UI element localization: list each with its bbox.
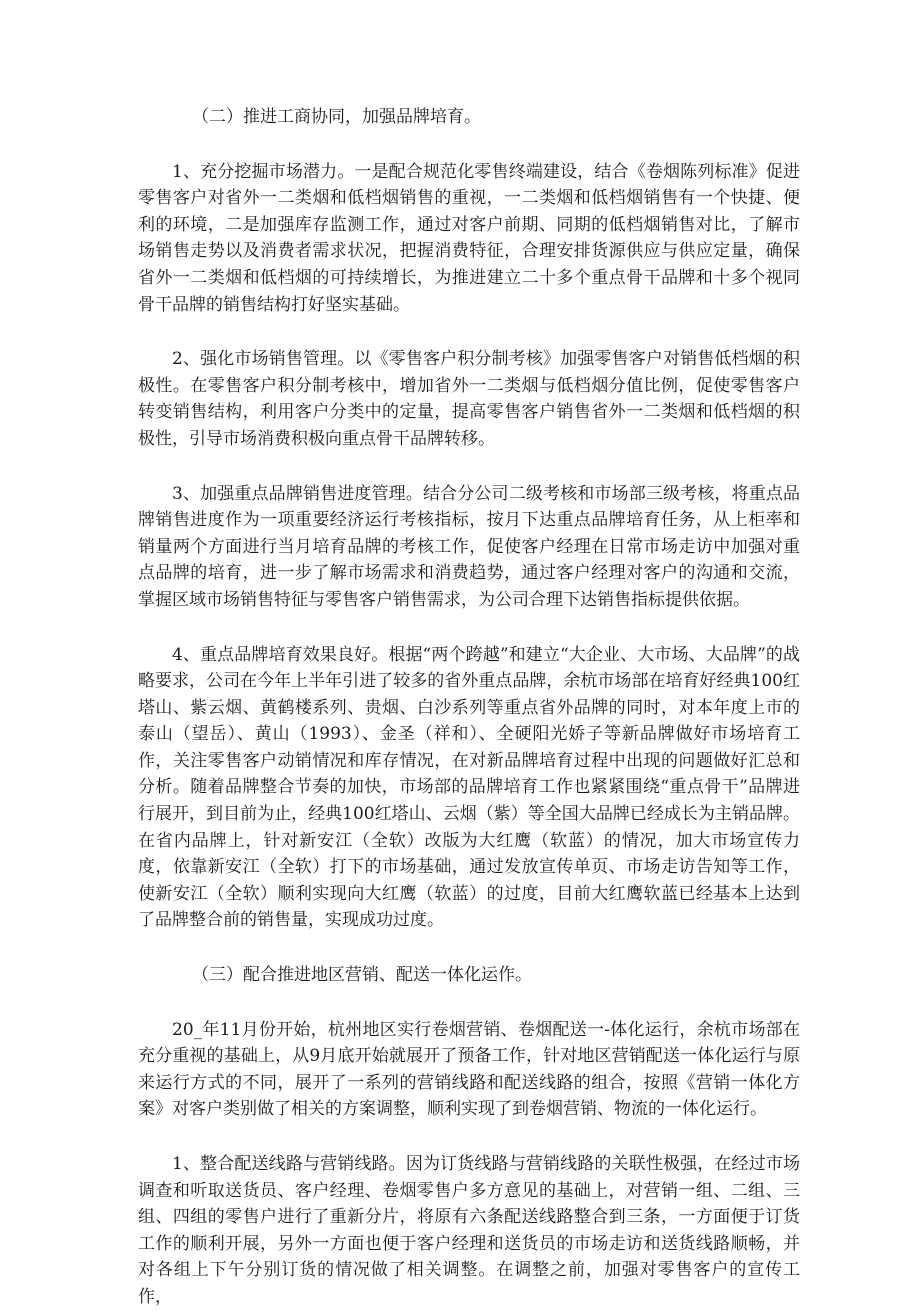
paragraph-route-integration: 1、整合配送线路与营销线路。因为订货线路与营销线路的关联性极强，在经过市场调查和听取送货员、客户经理、卷烟零售户多方意见的基础上，对营销一组、二组、三组、四组的零售户进行了重新分片，将原有六条配送线路整合到三条，一方面便于订货工作的顺利开展，另外一方面也便于客户经理和送货员的市场走访和送货线路顺畅，并对各组上下午分别订货的情况做了相关调整。在调整之前，加强对零售客户的宣传工作， bbox=[138, 1154, 800, 1307]
paragraph-market-potential: 1、充分挖掘市场潜力。一是配合规范化零售终端建设，结合《卷烟陈列标准》促进零售客户对省外一二类烟和低档烟销售的重视，一二类烟和低档烟销售有一个快捷、便利的环境，二是加强库存监测工作，通过对客户前期、同期的低档烟销售对比，了解市场销售走势以及消费者需求状况，把握消费特征，合理安排货源供应与供应定量，确保省外一二类烟和低档烟的可持续增长，为推进建立二十多个重点骨干品牌和十多个视同骨干品牌的销售结构打好坚实基础。 bbox=[138, 161, 800, 315]
section-heading-3: （三）配合推进地区营销、配送一体化运作。 bbox=[192, 965, 532, 986]
document-page bbox=[138, 104, 800, 1311]
section-heading-2: （二）推进工商协同，加强品牌培育。 bbox=[192, 107, 481, 127]
paragraph-brand-progress: 3、加强重点品牌销售进度管理。结合分公司二级考核和市场部三级考核，将重点品牌销售进度作为一项重要经济运行考核指标，按月下达重点品牌培育任务，从上柜率和销量两个方面进行当月培育品牌的考核工作，促使客户经理在日常市场走访中加强对重点品牌的培育，进一步了解市场需求和消费趋势，通过客户经理对客户的沟通和交流，掌握区域市场销售特征与零售客户销售需求，为公司合理下达销售指标提供依据。 bbox=[138, 483, 800, 610]
paragraph-sales-management: 2、强化市场销售管理。以《零售客户积分制考核》加强零售客户对销售低档烟的积极性。在零售客户积分制考核中，增加省外一二类烟与低档烟分值比例，促使零售客户转变销售结构，利用客户分类中的定量，提高零售客户销售省外一二类烟和低档烟的积极性，引导市场消费积极向重点骨干品牌转移。 bbox=[138, 349, 800, 449]
paragraph-integration-intro: 20_年11月份开始，杭州地区实行卷烟营销、卷烟配送一-体化运行，余杭市场部在充分重视的基础上，从9月底开始就展开了预备工作，针对地区营销配送一体化运行与原来运行方式的不同，展开了一系列的营销线路和配送线路的组合，按照《营销一体化方案》对客户类别做了相关的方案调整，顺利实现了到卷烟营销、物流的一体化运行。 bbox=[138, 1019, 800, 1120]
paragraph-brand-cultivation: 4、重点品牌培育效果良好。根据“两个跨越”和建立“大企业、大市场、大品牌”的战略要求，公司在今年上半年引进了较多的省外重点品牌，余杭市场部在培育好经典100红塔山、紫云烟、黄鹤楼系列、贵烟、白沙系列等重点省外品牌的同时，对本年度上市的泰山（望岳）、黄山（1993）、金圣（祥和）、全硬阳光娇子等新品牌做好市场培育工作，关注零售客户动销情况和库存情况，在对新品牌培育过程中出现的问题做好汇总和分析。随着品牌整合节奏的加快，市场部的品牌培育工作也紧紧围绕“重点骨干”品牌进行展开，到目前为止，经典100红塔山、云烟（紫）等全国大品牌已经成长为主销品牌。在省内品牌上，针对新安江（全软）改版为大红鹰（软蓝）的情况，加大市场宣传力度，依靠新安江（全软）打下的市场基础，通过发放宣传单页、市场走访告知等工作，使新安江（全软）顺利实现向大红鹰（软蓝）的过度，目前大红鹰软蓝已经基本上达到了品牌整合前的销售量，实现成功过度。 bbox=[138, 644, 800, 931]
